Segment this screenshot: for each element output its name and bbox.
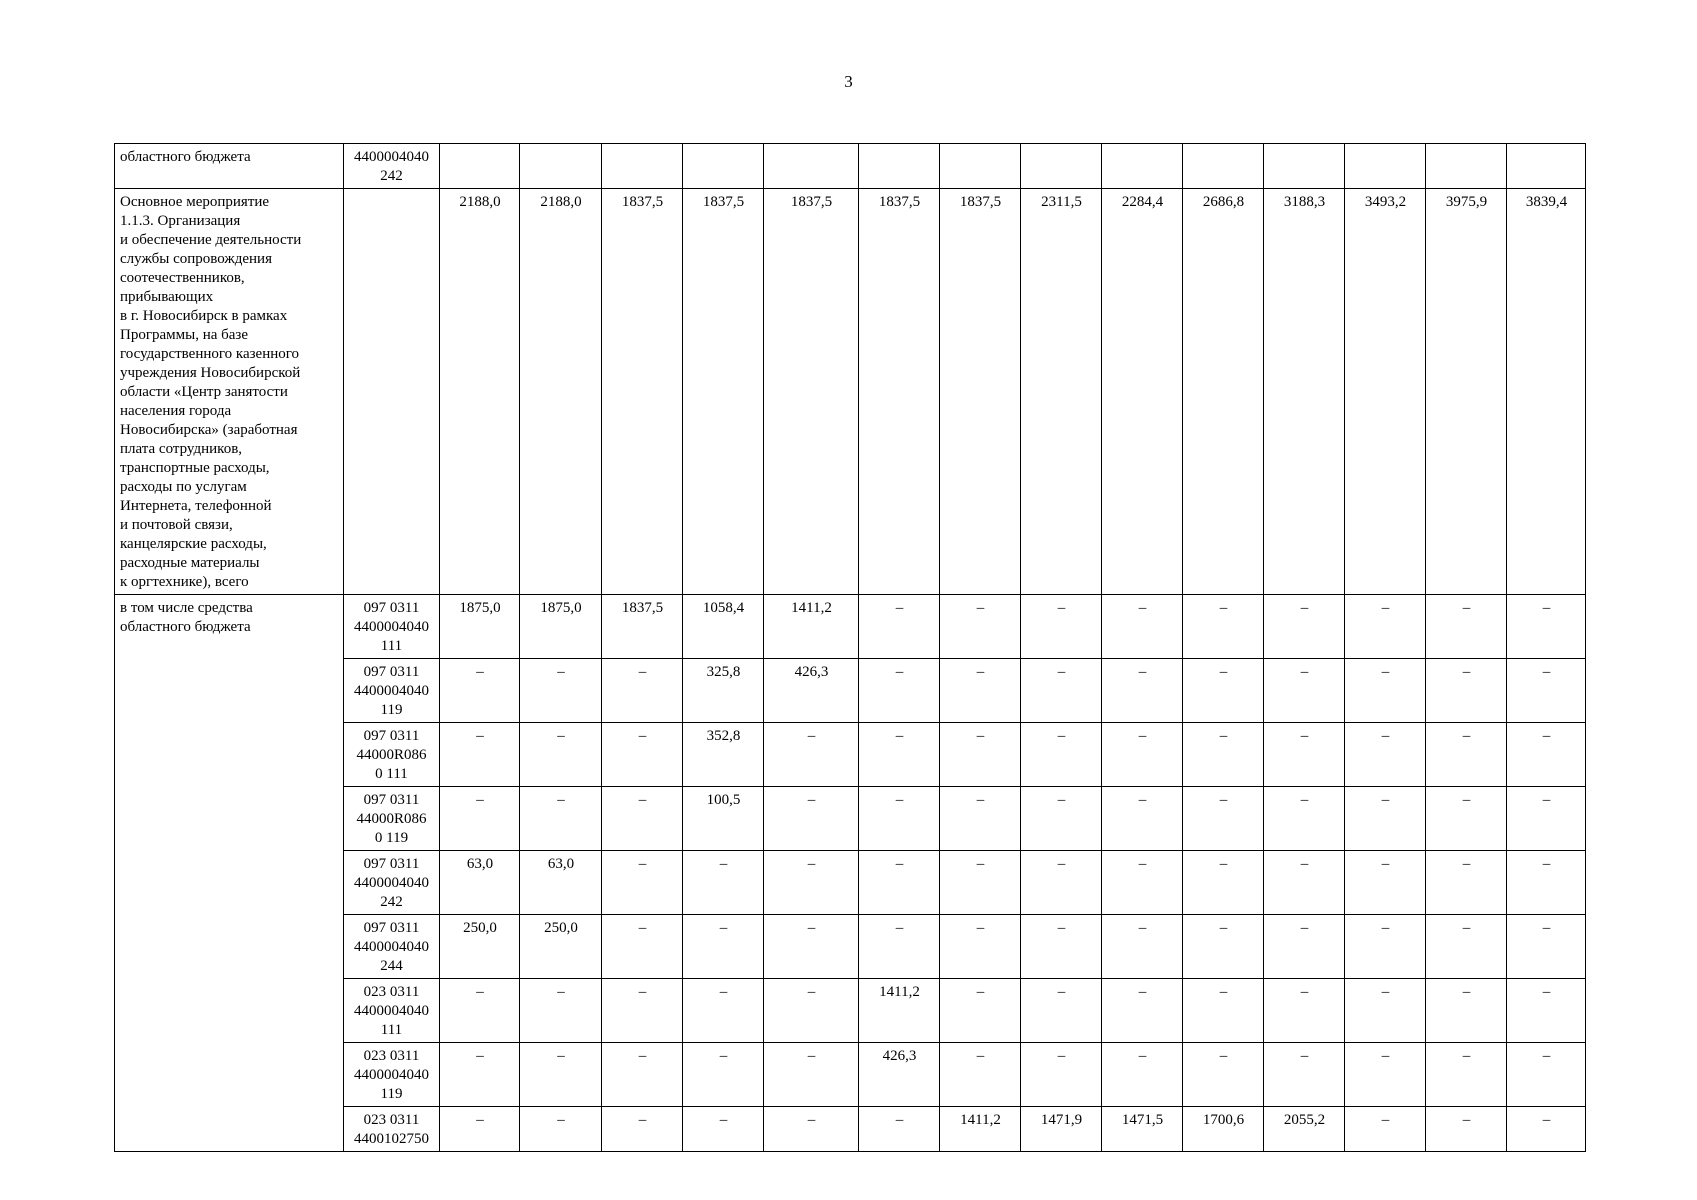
value-cell: 3188,3 — [1264, 189, 1345, 595]
description-line: транспортные расходы, — [120, 460, 270, 476]
value-cell: – — [1021, 979, 1102, 1043]
value-cell: 250,0 — [520, 915, 602, 979]
value-cell: – — [1345, 595, 1426, 659]
value-cell: – — [1345, 1043, 1426, 1107]
value-cell — [683, 144, 764, 189]
value-cell: – — [1183, 595, 1264, 659]
value-cell: 250,0 — [440, 915, 520, 979]
page-number: 3 — [844, 72, 853, 91]
value-cell: – — [859, 915, 940, 979]
value-cell: 1837,5 — [940, 189, 1021, 595]
description-line: к оргтехнике), всего — [120, 574, 249, 590]
budget-code — [344, 979, 440, 1043]
value-cell: – — [1507, 979, 1586, 1043]
value-cell: 2188,0 — [520, 189, 602, 595]
value-cell: – — [940, 851, 1021, 915]
description-line: государственного казенного — [120, 346, 300, 362]
value-cell: – — [1264, 851, 1345, 915]
value-cell: – — [764, 979, 859, 1043]
description-line: Новосибирска» (заработная — [120, 422, 298, 438]
value-cell: – — [440, 979, 520, 1043]
value-cell: – — [440, 787, 520, 851]
value-cell: – — [940, 1043, 1021, 1107]
budget-code-line: 44000R086 — [356, 811, 427, 827]
value-cell: 3975,9 — [1426, 189, 1507, 595]
value-cell: – — [940, 787, 1021, 851]
value-cell: – — [764, 723, 859, 787]
table-row — [115, 595, 1586, 659]
value-cell: – — [1102, 723, 1183, 787]
value-cell: – — [602, 1107, 683, 1152]
value-cell: – — [1021, 851, 1102, 915]
description-line: областного бюджета — [120, 149, 251, 165]
value-cell: – — [1102, 915, 1183, 979]
value-cell: – — [1102, 595, 1183, 659]
value-cell: – — [1426, 851, 1507, 915]
value-cell: 2311,5 — [1021, 189, 1102, 595]
value-cell: – — [1426, 595, 1507, 659]
value-cell — [1507, 144, 1586, 189]
budget-code — [344, 851, 440, 915]
value-cell: – — [683, 1043, 764, 1107]
value-cell: – — [1021, 659, 1102, 723]
description-line: соотечественников, — [120, 270, 245, 286]
description-line: населения города — [120, 403, 232, 419]
value-cell: 325,8 — [683, 659, 764, 723]
value-cell: – — [440, 723, 520, 787]
value-cell: – — [520, 659, 602, 723]
value-cell — [520, 144, 602, 189]
value-cell: 3493,2 — [1345, 189, 1426, 595]
row-description — [115, 189, 344, 595]
value-cell: 1875,0 — [440, 595, 520, 659]
value-cell: – — [764, 787, 859, 851]
budget-code-line: 44000R086 — [356, 747, 427, 763]
budget-code-line: 097 0311 — [363, 664, 420, 680]
value-cell: – — [520, 723, 602, 787]
value-cell: – — [1264, 659, 1345, 723]
value-cell: 100,5 — [683, 787, 764, 851]
value-cell: – — [940, 659, 1021, 723]
value-cell: – — [1507, 1043, 1586, 1107]
value-cell — [859, 144, 940, 189]
value-cell: – — [1345, 659, 1426, 723]
value-cell: – — [602, 723, 683, 787]
value-cell: 1411,2 — [940, 1107, 1021, 1152]
value-cell: – — [1426, 787, 1507, 851]
value-cell: – — [683, 1107, 764, 1152]
value-cell: – — [1507, 723, 1586, 787]
budget-code-line: 111 — [380, 1022, 403, 1038]
value-cell: 1471,5 — [1102, 1107, 1183, 1152]
description-line: в том числе средства — [120, 600, 253, 616]
row-description — [115, 144, 344, 189]
value-cell: – — [520, 787, 602, 851]
description-line: 1.1.3. Организация — [120, 213, 241, 229]
table-body — [115, 144, 1586, 1152]
budget-code — [344, 659, 440, 723]
budget-code-line: 242 — [380, 168, 403, 184]
value-cell: – — [520, 979, 602, 1043]
value-cell: – — [440, 1107, 520, 1152]
budget-code-line: 097 0311 — [363, 600, 420, 616]
value-cell: – — [1102, 979, 1183, 1043]
value-cell: – — [602, 851, 683, 915]
budget-code-line: 4400004040 — [354, 875, 429, 891]
value-cell: – — [1345, 723, 1426, 787]
value-cell: – — [440, 1043, 520, 1107]
value-cell: 1837,5 — [602, 595, 683, 659]
value-cell: – — [1102, 851, 1183, 915]
value-cell: – — [1426, 723, 1507, 787]
budget-code-line: 4400004040 — [354, 683, 429, 699]
value-cell: – — [602, 915, 683, 979]
description-line: областного бюджета — [120, 619, 251, 635]
budget-code — [344, 144, 440, 189]
budget-code-line: 4400004040 — [354, 619, 429, 635]
value-cell: – — [1021, 723, 1102, 787]
budget-code-line: 119 — [380, 702, 403, 718]
description-line: прибывающих — [120, 289, 214, 305]
value-cell: 352,8 — [683, 723, 764, 787]
value-cell: – — [602, 787, 683, 851]
budget-code-line: 097 0311 — [363, 856, 420, 872]
value-cell: – — [683, 915, 764, 979]
value-cell: – — [683, 979, 764, 1043]
value-cell: – — [764, 915, 859, 979]
description-line: расходные материалы — [120, 555, 260, 571]
value-cell: 426,3 — [859, 1043, 940, 1107]
value-cell: – — [1183, 979, 1264, 1043]
value-cell: 2188,0 — [440, 189, 520, 595]
value-cell: – — [1264, 787, 1345, 851]
description-line: Интернета, телефонной — [120, 498, 272, 514]
value-cell — [602, 144, 683, 189]
description-line: и обеспечение деятельности — [120, 232, 302, 248]
value-cell: 1875,0 — [520, 595, 602, 659]
value-cell: – — [940, 979, 1021, 1043]
value-cell — [1102, 144, 1183, 189]
description-line: Программы, на базе — [120, 327, 249, 343]
value-cell: – — [1021, 787, 1102, 851]
budget-code — [344, 595, 440, 659]
description-line: плата сотрудников, — [120, 441, 243, 457]
value-cell: – — [1507, 787, 1586, 851]
budget-code — [344, 189, 440, 595]
value-cell: – — [764, 1043, 859, 1107]
value-cell: – — [1345, 915, 1426, 979]
value-cell: – — [859, 851, 940, 915]
value-cell: – — [1426, 659, 1507, 723]
value-cell: – — [1021, 595, 1102, 659]
value-cell — [440, 144, 520, 189]
value-cell: 2055,2 — [1264, 1107, 1345, 1152]
value-cell: – — [1345, 787, 1426, 851]
value-cell: – — [859, 723, 940, 787]
description-line: службы сопровождения — [120, 251, 272, 267]
value-cell: 426,3 — [764, 659, 859, 723]
value-cell: – — [1426, 1043, 1507, 1107]
description-line: расходы по услугам — [120, 479, 247, 495]
value-cell: – — [1345, 1107, 1426, 1152]
value-cell: – — [1507, 659, 1586, 723]
budget-code-line: 097 0311 — [363, 792, 420, 808]
value-cell: – — [1345, 979, 1426, 1043]
budget-code — [344, 915, 440, 979]
description-line: и почтовой связи, — [120, 517, 233, 533]
value-cell: – — [1426, 915, 1507, 979]
value-cell: 1411,2 — [764, 595, 859, 659]
value-cell: – — [520, 1043, 602, 1107]
value-cell: 3839,4 — [1507, 189, 1586, 595]
value-cell — [940, 144, 1021, 189]
budget-code-line: 023 0311 — [363, 1048, 420, 1064]
value-cell: – — [1183, 787, 1264, 851]
budget-code-line: 244 — [380, 958, 403, 974]
value-cell: 1411,2 — [859, 979, 940, 1043]
value-cell: 63,0 — [520, 851, 602, 915]
budget-code-line: 0 119 — [374, 830, 409, 846]
value-cell: – — [1183, 851, 1264, 915]
value-cell: 63,0 — [440, 851, 520, 915]
value-cell: – — [940, 723, 1021, 787]
value-cell: 1058,4 — [683, 595, 764, 659]
table-row — [115, 144, 1586, 189]
value-cell: – — [859, 659, 940, 723]
value-cell: – — [1264, 723, 1345, 787]
budget-code-line: 023 0311 — [363, 984, 420, 1000]
value-cell: – — [602, 1043, 683, 1107]
budget-code — [344, 723, 440, 787]
value-cell: 1471,9 — [1021, 1107, 1102, 1152]
value-cell: – — [1183, 915, 1264, 979]
value-cell: – — [683, 851, 764, 915]
table-row — [115, 189, 1586, 595]
value-cell: – — [859, 595, 940, 659]
value-cell: 1837,5 — [683, 189, 764, 595]
value-cell — [764, 144, 859, 189]
value-cell: – — [1183, 659, 1264, 723]
value-cell: 1837,5 — [859, 189, 940, 595]
budget-code-line: 097 0311 — [363, 728, 420, 744]
value-cell: 1837,5 — [602, 189, 683, 595]
budget-code-line: 4400004040 — [354, 1067, 429, 1083]
description-line: области «Центр занятости — [120, 384, 288, 400]
value-cell — [1345, 144, 1426, 189]
value-cell: – — [1102, 1043, 1183, 1107]
value-cell: – — [1507, 595, 1586, 659]
value-cell: – — [940, 915, 1021, 979]
budget-code-line: 242 — [380, 894, 403, 910]
value-cell: – — [1507, 1107, 1586, 1152]
budget-code-line: 4400102750 — [354, 1131, 429, 1147]
description-line: Основное мероприятие — [120, 194, 270, 210]
value-cell: – — [859, 1107, 940, 1152]
value-cell: – — [1345, 851, 1426, 915]
value-cell: 1837,5 — [764, 189, 859, 595]
value-cell: – — [1426, 1107, 1507, 1152]
row-description — [115, 595, 344, 1152]
budget-code-line: 111 — [380, 638, 403, 654]
value-cell: – — [1264, 979, 1345, 1043]
value-cell: – — [602, 659, 683, 723]
value-cell: – — [1021, 1043, 1102, 1107]
value-cell — [1264, 144, 1345, 189]
value-cell: 1700,6 — [1183, 1107, 1264, 1152]
value-cell: – — [764, 1107, 859, 1152]
value-cell: – — [440, 659, 520, 723]
value-cell — [1021, 144, 1102, 189]
value-cell — [1183, 144, 1264, 189]
value-cell: – — [602, 979, 683, 1043]
budget-code-line: 097 0311 — [363, 920, 420, 936]
budget-code-line: 023 0311 — [363, 1112, 420, 1128]
budget-code — [344, 1043, 440, 1107]
description-line: в г. Новосибирск в рамках — [120, 308, 288, 324]
budget-code-line: 4400004040 — [354, 149, 429, 165]
value-cell: – — [1102, 787, 1183, 851]
value-cell: – — [1426, 979, 1507, 1043]
value-cell: – — [1507, 915, 1586, 979]
value-cell: – — [1264, 595, 1345, 659]
budget-code-line: 0 111 — [375, 766, 408, 782]
budget-code — [344, 1107, 440, 1152]
budget-code-line: 119 — [380, 1086, 403, 1102]
budget-code-line: 4400004040 — [354, 1003, 429, 1019]
budget-code-line: 4400004040 — [354, 939, 429, 955]
value-cell: – — [520, 1107, 602, 1152]
value-cell: – — [1183, 723, 1264, 787]
value-cell: – — [940, 595, 1021, 659]
description-line: канцелярские расходы, — [120, 536, 267, 552]
description-line: учреждения Новосибирской — [120, 365, 301, 381]
value-cell — [1426, 144, 1507, 189]
budget-code — [344, 787, 440, 851]
value-cell: 2284,4 — [1102, 189, 1183, 595]
value-cell: – — [1102, 659, 1183, 723]
value-cell: – — [1507, 851, 1586, 915]
value-cell: – — [1183, 1043, 1264, 1107]
value-cell: – — [1264, 1043, 1345, 1107]
budget-table — [114, 143, 1586, 1152]
value-cell: – — [859, 787, 940, 851]
value-cell: – — [764, 851, 859, 915]
value-cell: 2686,8 — [1183, 189, 1264, 595]
value-cell: – — [1264, 915, 1345, 979]
value-cell: – — [1021, 915, 1102, 979]
